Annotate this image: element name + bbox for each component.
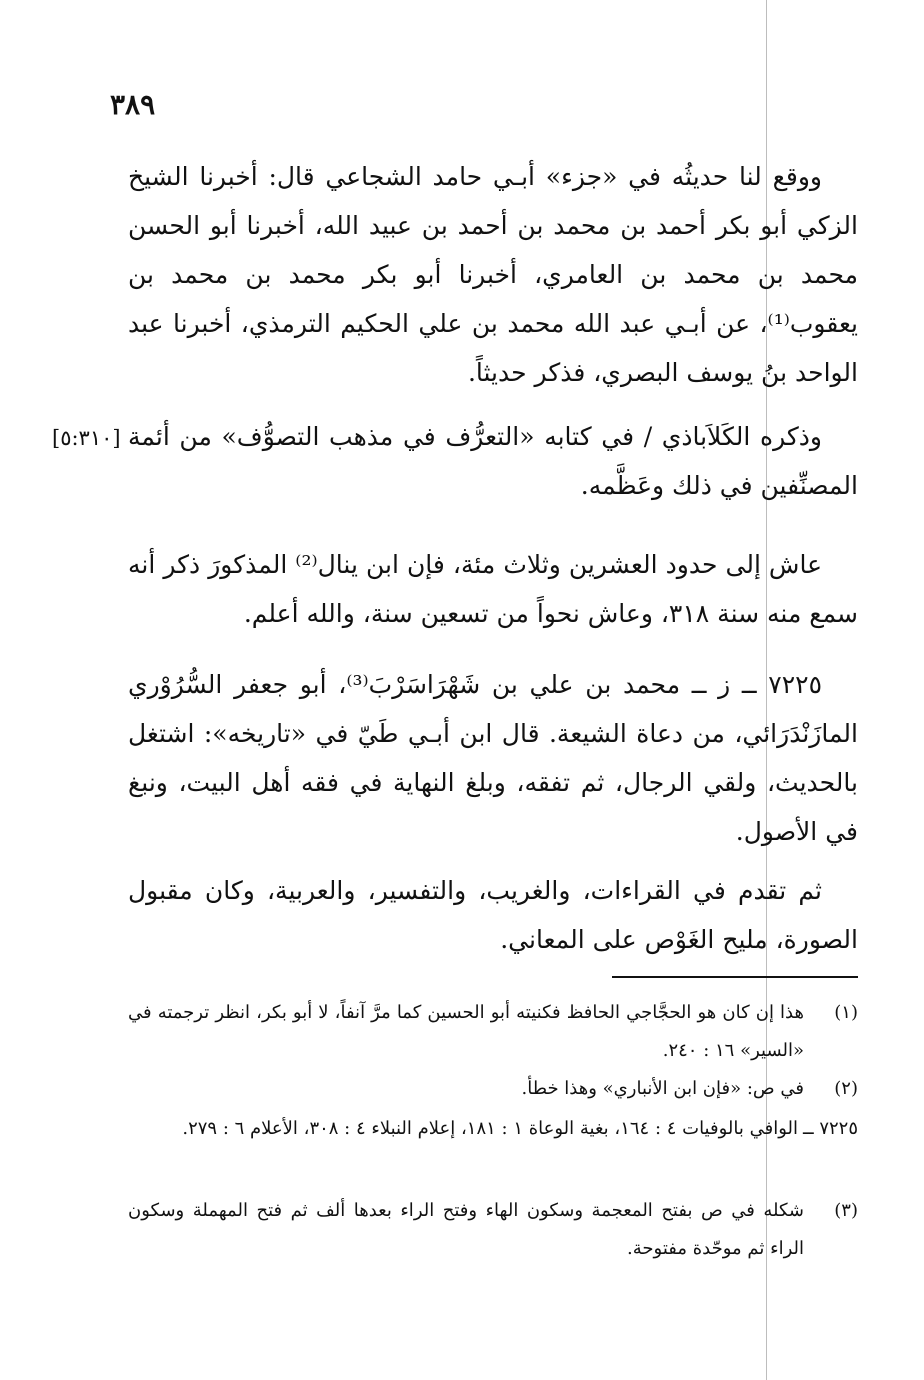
paragraph-kalabadhi: وذكره الكَلاَباذي / في كتابه «التعرُّف في مذهب التصوُّف» من أئمة المصنِّفين في ذلك وعَظَّمه. xyxy=(128,422,858,500)
footnote-text: في ص: «فإن ابن الأنباري» وهذا خطأ. xyxy=(521,1078,804,1099)
footnote-text: شكله في ص بفتح المعجمة وسكون الهاء وفتح الراء بعدها ألف ثم فتح المهملة وسكون الراء ثم موحّدة مفتوحة. xyxy=(128,1200,804,1259)
paragraph-biography-entry: ٧٢٢٥ ــ ز ــ محمد بن علي بن شَهْرَاسَرْبَ⁽³⁾، أبو جعفر السُّرُوْري المازَنْدَرَائي، من دعاة الشيعة. قال ابن أبـي طَيّ في «تاريخه»: اشتغل بالحديث، ولقي الرجال، ثم تفقه، وبلغ النهاية في فقه أهل البيت، ونبغ في الأصول. xyxy=(128,670,858,846)
footnote-marker: ٧٢٢٥ ــ xyxy=(803,1118,858,1139)
footnote-1 xyxy=(128,994,858,1070)
footnote-marker: (١) xyxy=(834,1002,858,1023)
footnote-separator xyxy=(612,976,858,978)
footnote-entry-sources xyxy=(128,1110,858,1148)
paragraph-studies: ثم تقدم في القراءات، والغريب، والتفسير، والعربية، وكان مقبول الصورة، مليح الغَوْص على المعاني. xyxy=(128,876,858,954)
footnote-text: الوافي بالوفيات ٤ : ١٦٤، بغية الوعاة ١ : ١٨١، إعلام النبلاء ٤ : ٣٠٨، الأعلام ٦ : ٢٧٩. xyxy=(182,1118,798,1139)
paragraph-lifespan: عاش إلى حدود العشرين وثلاث مئة، فإن ابن ينال⁽²⁾ المذكورَ ذكر أنه سمع منه سنة ٣١٨، وعاش نحواً من تسعين سنة، والله أعلم. xyxy=(128,550,858,628)
footnote-3 xyxy=(128,1192,858,1268)
footnote-marker: (٢) xyxy=(834,1078,858,1099)
footnote-text: هذا إن كان هو الحجَّاجي الحافظ فكنيته أبو الحسين كما مرَّ آنفاً، لا أبو بكر، انظر ترجمته في «السير» ١٦ : ٢٤٠. xyxy=(128,1002,804,1061)
footnote-2 xyxy=(128,1070,858,1108)
footnote-marker: (٣) xyxy=(834,1200,858,1221)
paragraph-hadith: ووقع لنا حديثُه في «جزء» أبـي حامد الشجاعي قال: أخبرنا الشيخ الزكي أبو بكر أحمد بن محمد بن أحمد بن عبيد الله، أخبرنا أبو الحسن محمد بن محمد بن العامري، أخبرنا أبو بكر محمد بن محمد بن يعقوب⁽¹⁾، عن أبـي عبد الله محمد بن علي الحكيم الترمذي، أخبرنا عبد الواحد بنُ يوسف البصري، فذكر حديثاً. xyxy=(128,162,858,387)
page-number: ٣٨٩ xyxy=(110,88,156,121)
volume-page-reference: [٥:٣١٠] xyxy=(52,426,121,450)
